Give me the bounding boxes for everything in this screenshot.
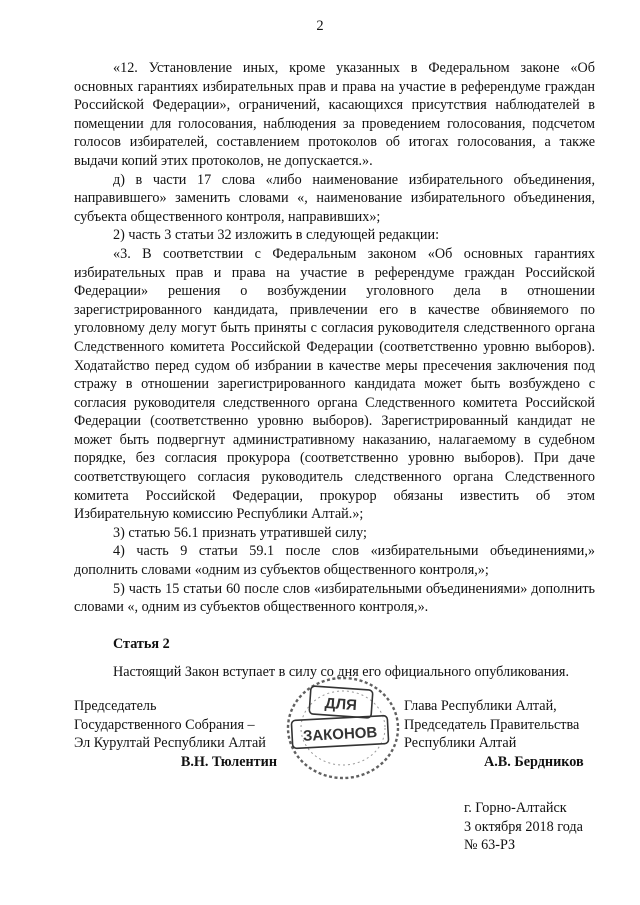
signature-right — [404, 697, 604, 771]
signature-right-line: Глава Республики Алтай, — [404, 698, 557, 714]
paragraph-point-4: 4) часть 9 статьи 59.1 после слов «избирательными объединениями,» дополнить словами «одним из субъектов общественного контроля,»; — [74, 543, 595, 579]
stamp-seal — [280, 672, 406, 784]
article-2-title: Статья 2 — [113, 635, 170, 652]
paragraph-point-3: 3) статью 56.1 признать утратившей силу; — [113, 524, 367, 541]
stamp-text-line2: ЗАКОНОВ — [302, 724, 378, 745]
place-city: г. Горно-Алтайск — [464, 800, 567, 816]
paragraph-part-3: «3. В соответствии с Федеральным законом «Об основных гарантиях избирательных прав и права на участие в референдуме граждан Российской Федерации» решения о возбуждении уголовного дела в отношении зарегистрированного кандидата, привлечении его в качестве обвиняемого по уголовному делу могут быть приняты с согласия руководителя следственного органа Следственного комитета Российской Федерации (соответственно уровню выборов). Ходатайство перед судом об избрании в качестве меры пресечения заключения под стражу в отношении зарегистрированного кандидата может быть возбуждено с согласия руководителя следственного органа Следственного комитета Российской Федерации (соответственно уровню выборов). Зарегистрированный кандидат не может быть подвергнут административному наказанию, налагаемому в судебном порядке, без согласия прокурора (соответственно уровню выборов). При даче соответствующего согласия руководитель следственного органа Следственного комитета Российской Федерации, прокурор обязаны известить об этом Избирательную комиссию Республики Алтай.»; — [74, 245, 595, 523]
signature-right-name: А.В. Бердников — [484, 753, 584, 770]
stamp-text-line1: ДЛЯ — [324, 694, 358, 715]
paragraph-point-2: 2) часть 3 статьи 32 изложить в следующей редакции: — [113, 227, 440, 244]
page-number: 2 — [316, 18, 324, 34]
signature-left-name: В.Н. Тюлентин — [180, 753, 277, 770]
paragraph-item-12: «12. Установление иных, кроме указанных в Федеральном законе «Об основных гарантиях избирательных прав и права на участие в референдуме граждан Российской Федерации», ограничений, касающихся присутствия наблюдателей в помещении для голосования, наблюдения за проведением голосования, подсчетом голосов избирателей, составлением протоколов об итогах голосования, а также выдачи копий этих протоколов, не допускается.». — [74, 60, 595, 169]
paragraph-subitem-d: д) в части 17 слова «либо наименование избирательного объединения, направившего» заменить словами «, наименование избирательного объединения, субъекта общественного контроля, направивших»; — [74, 171, 595, 225]
signature-left-line: Государственного Собрания – — [74, 716, 255, 733]
document-date: 3 октября 2018 года — [464, 818, 583, 835]
article-2-text: Настоящий Закон вступает в силу со дня его официального опубликования. — [113, 664, 569, 681]
signature-left-line: Председатель — [74, 698, 157, 714]
document-body — [74, 59, 595, 682]
place-date-block — [464, 799, 624, 855]
signature-right-line: Председатель Правительства — [404, 716, 580, 733]
signature-right-line: Республики Алтай — [404, 735, 517, 752]
signature-left — [74, 697, 289, 771]
paragraph-point-5: 5) часть 15 статьи 60 после слов «избирательными объединениями» дополнить словами «, одним из субъектов общественного контроля,». — [74, 580, 595, 616]
document-number: № 63-РЗ — [464, 837, 516, 854]
signature-left-line: Эл Курултай Республики Алтай — [74, 735, 266, 752]
